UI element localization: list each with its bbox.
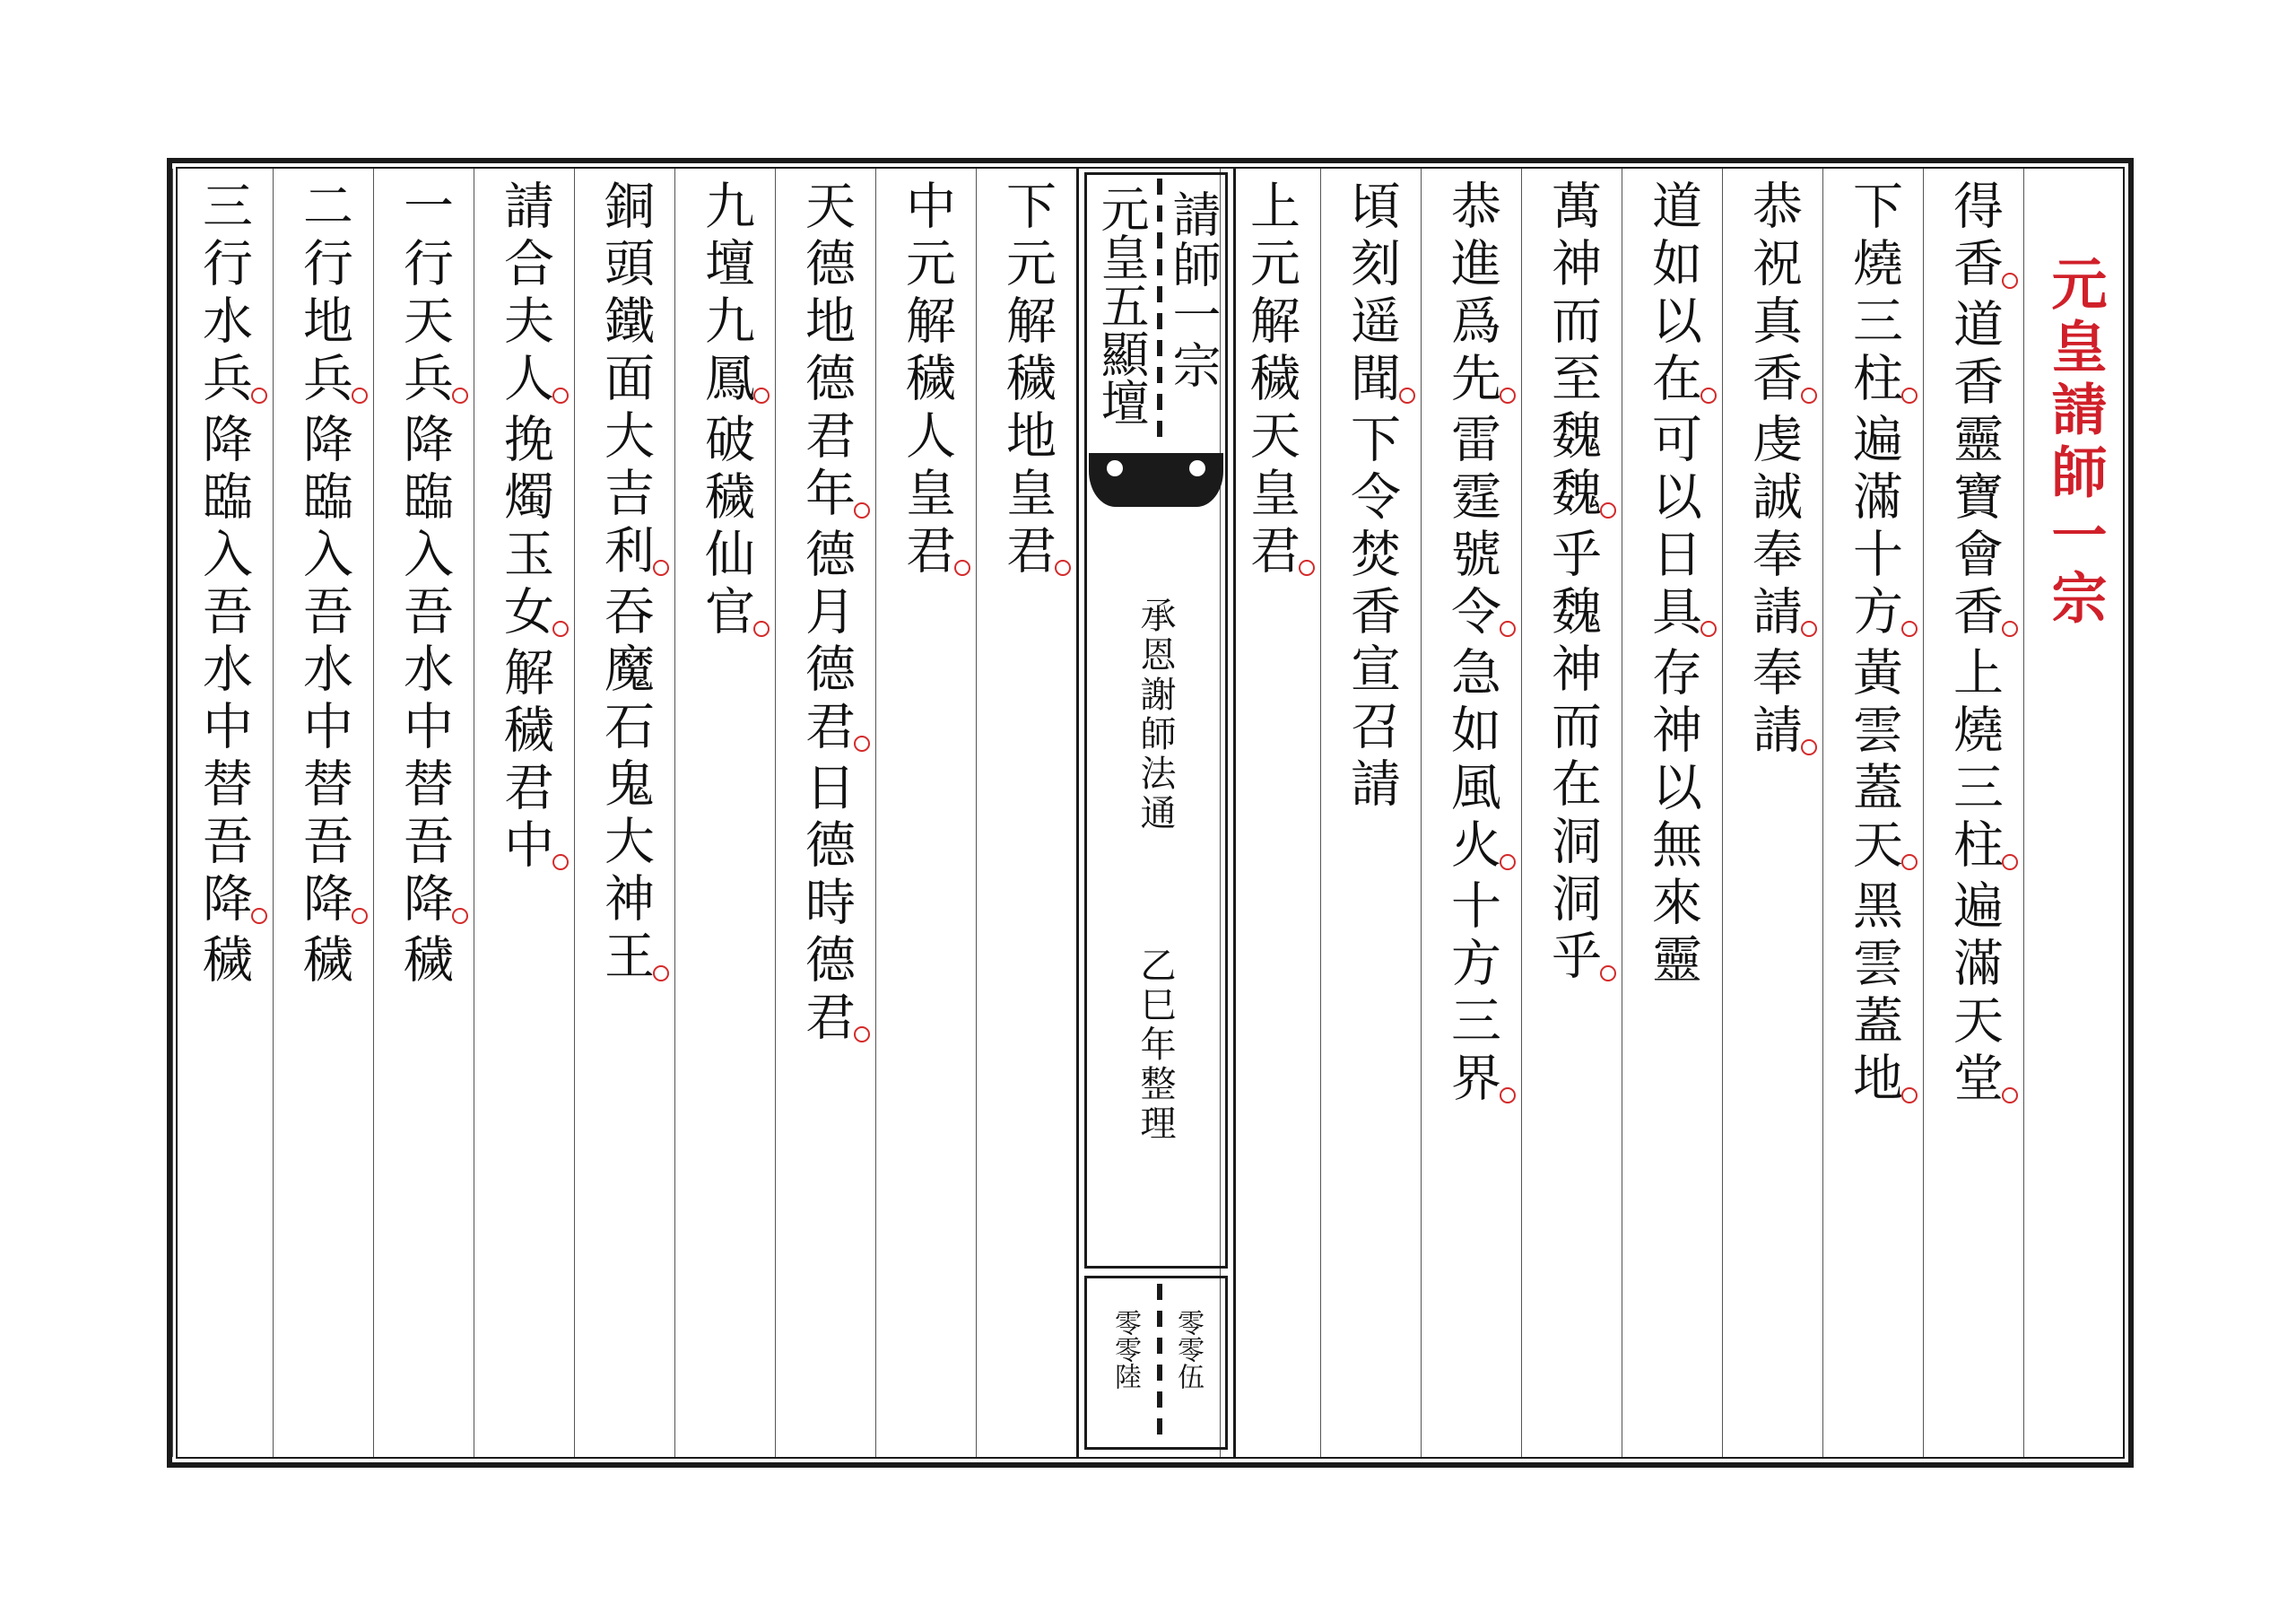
left-column-text: 中 元 解 穢 人 皇 君 [876,179,977,585]
punctuation-circle-mark [1600,965,1616,981]
right-column-text: 下 燒 三 柱 遍 滿 十 方 黃 雲 蓋 天 黑 雲 蓋 地 [1823,179,1924,1112]
left-column-9 [172,169,273,1457]
right-column-2 [1822,169,1923,1457]
right-column-text: 上 元 解 穢 天 皇 君 [1221,179,1321,585]
spine-dash-line [1157,179,1162,439]
punctuation-circle-mark [2002,273,2018,289]
punctuation-circle-mark [452,908,468,924]
right-column-text: 恭 進 爲 先 雷 霆 號 令 急 如 風 火 十 方 三 界 [1422,179,1522,1112]
punctuation-circle-mark [2002,1087,2018,1103]
punctuation-circle-mark [552,854,569,870]
punctuation-circle-mark [753,388,770,404]
punctuation-circle-mark [653,560,669,576]
title-column [2023,169,2124,1457]
spine-subtitle: 承恩謝師法通 [1135,597,1176,833]
spine-right-title: 請師一宗 [1165,189,1222,390]
right-column-7 [1320,169,1421,1457]
punctuation-circle-mark [1500,854,1516,870]
right-column-text: 道 如 以 在 可 以 日 具 存 神 以 無 來 靈 [1622,179,1723,990]
right-column-1 [1923,169,2023,1457]
punctuation-circle-mark [1901,1087,1918,1103]
punctuation-circle-mark [1700,621,1717,637]
left-column-text: 二 行 地 兵 降 臨 入 吾 水 中 替 吾 降 穢 [274,179,374,990]
punctuation-circle-mark [1801,621,1817,637]
page-number-right: 零零伍 [1172,1309,1204,1390]
punctuation-circle-mark [1901,388,1918,404]
left-column-7 [373,169,474,1457]
punctuation-circle-mark [552,388,569,404]
punctuation-circle-mark [1500,388,1516,404]
punctuation-circle-mark [753,621,770,637]
punctuation-circle-mark [251,388,267,404]
left-column-text: 銅 頭 鐵 面 大 吉 利 吞 魔 石 鬼 大 神 王 [575,179,675,990]
punctuation-circle-mark [2002,621,2018,637]
right-column-text: 頃 刻 遥 聞 下 令 焚 香 宣 召 請 [1321,179,1422,815]
left-column-text: 九 壇 九 鳳 破 穢 仙 官 [675,179,776,646]
punctuation-circle-mark [854,736,870,752]
punctuation-circle-mark [251,908,267,924]
punctuation-circle-mark [1600,502,1616,519]
punctuation-circle-mark [1901,854,1918,870]
spine-upper-panel [1084,172,1228,1269]
left-column-text: 下 元 解 穢 地 皇 君 [977,179,1077,585]
left-column-6 [474,169,574,1457]
spine-date: 乙巳年整理 [1135,946,1176,1144]
right-column-text: 萬 神 而 至 魏 魏 乎 魏 神 而 在 洞 洞 乎 [1522,179,1622,990]
punctuation-circle-mark [452,388,468,404]
punctuation-circle-mark [954,560,970,576]
right-column-text: 恭 祝 真 香 虔 誠 奉 請 奉 請 [1723,179,1823,764]
center-spine [1076,169,1236,1457]
punctuation-circle-mark [1901,621,1918,637]
right-column-4 [1622,169,1722,1457]
left-column-1 [976,169,1076,1457]
punctuation-circle-mark [2002,854,2018,870]
punctuation-circle-mark [552,621,569,637]
page-number-left: 零零陸 [1109,1309,1141,1390]
left-column-8 [273,169,373,1457]
left-column-text: 三 行 水 兵 降 臨 入 吾 水 中 替 吾 降 穢 [173,179,274,990]
spine-dash-line-lower [1157,1284,1162,1445]
document-title: 元皇請師一宗 [2042,255,2108,632]
right-column-3 [1722,169,1822,1457]
punctuation-circle-mark [854,502,870,519]
punctuation-circle-mark [1299,560,1315,576]
punctuation-circle-mark [854,1026,870,1042]
punctuation-circle-mark [352,908,368,924]
left-column-text: 請 合 夫 人 挽 燭 玉 女 解 穢 君 中 [474,179,575,879]
punctuation-circle-mark [1801,739,1817,755]
left-column-text: 一 行 天 兵 降 臨 入 吾 水 中 替 吾 降 穢 [374,179,474,990]
right-column-5 [1521,169,1622,1457]
left-column-text: 天 德 地 德 君 年 德 月 德 君 日 德 時 德 君 [776,179,876,1051]
left-column-5 [574,169,674,1457]
left-column-2 [875,169,976,1457]
punctuation-circle-mark [1700,388,1717,404]
left-column-3 [775,169,875,1457]
punctuation-circle-mark [1500,1087,1516,1103]
right-column-text: 得 香 道 香 靈 寶 會 香 上 燒 三 柱 遍 滿 天 堂 [1924,179,2024,1112]
punctuation-circle-mark [1500,621,1516,637]
spine-lower-panel [1084,1276,1228,1450]
punctuation-circle-mark [1055,560,1071,576]
punctuation-circle-mark [352,388,368,404]
right-column-6 [1421,169,1521,1457]
punctuation-circle-mark [1801,388,1817,404]
punctuation-circle-mark [653,965,669,981]
spine-banner-ornament [1089,453,1223,507]
spine-left-title: 元皇五顯壇 [1093,184,1150,426]
punctuation-circle-mark [1399,388,1415,404]
left-column-4 [674,169,775,1457]
